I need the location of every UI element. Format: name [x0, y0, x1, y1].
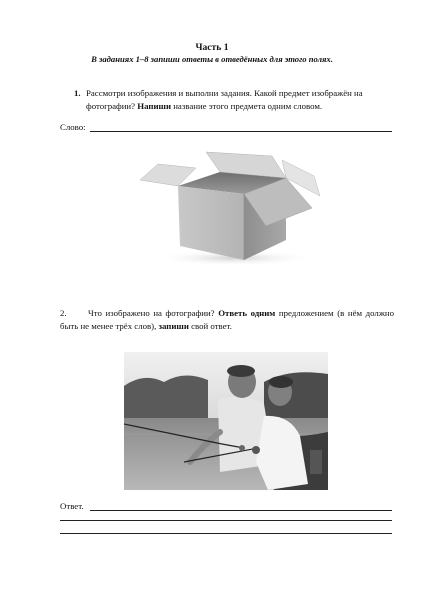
word-answer-field[interactable] [60, 122, 392, 134]
task-1-number: 1. [74, 88, 81, 98]
task-2-text-c: свой ответ. [188, 321, 232, 331]
task-2-bold-2: запиши [158, 321, 189, 331]
task-2-text-a: Что изображено на фотографии? [88, 308, 219, 318]
answer-label: Ответ. [60, 501, 84, 511]
word-label: Слово: [60, 122, 86, 132]
cardboard-box-image [136, 150, 326, 268]
task-2-text [60, 307, 394, 333]
task-2-bold-1: Ответь одним [218, 308, 276, 318]
task-2-text-b: предложением (в нём должно быть не менее трёх слов), [60, 308, 395, 331]
page-title: Часть 1 [195, 42, 229, 53]
task-1-text-a: Рассмотри изображения и выполни задания. Какой предмет изображён на фотографии? [86, 88, 363, 111]
page-subtitle: В заданиях 1–8 запиши ответы в отведённых для этого полях. [91, 54, 333, 64]
fishing-photo [124, 352, 328, 490]
task-1-text [74, 87, 394, 112]
task-2-number: 2. [60, 308, 67, 318]
word-answer-line[interactable] [90, 131, 392, 132]
task-1-text-b: название этого предмета одним словом. [171, 100, 323, 111]
answer-line-1[interactable] [90, 510, 392, 511]
task-1-bold: Напиши [137, 100, 172, 111]
task-1 [74, 87, 394, 112]
task-2 [60, 307, 394, 333]
answer-line-3[interactable] [60, 533, 392, 534]
answer-line-2[interactable] [60, 520, 392, 521]
answer-field[interactable] [60, 501, 392, 513]
